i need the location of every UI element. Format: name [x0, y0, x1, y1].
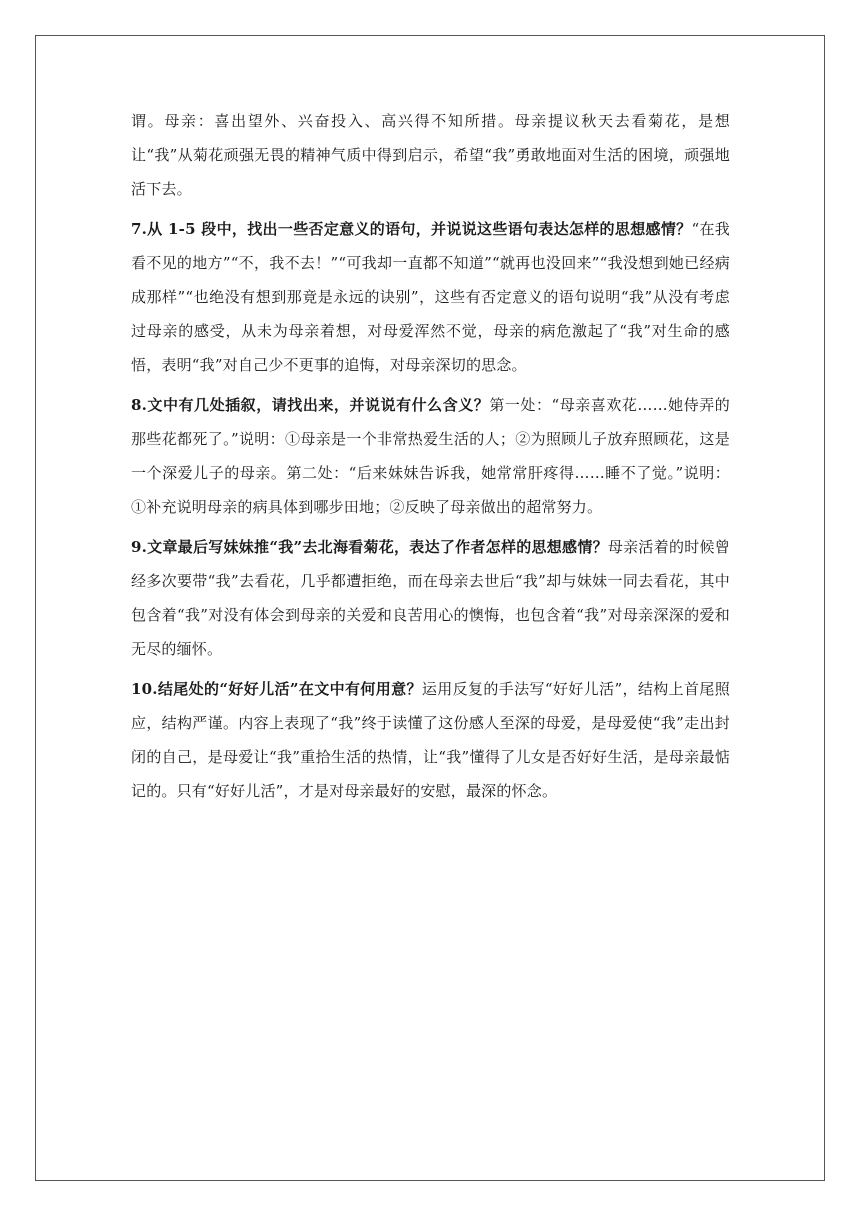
- answer-text: 第一处：“母亲喜欢花……她侍弄的那些花都死了。”说明：①母亲是一个非常热爱生活的人；②为照顾儿子放弃照顾花，这是一个深爱儿子的母亲。第二处：“后来妹妹告诉我，她常常肝疼得……睡不了觉。”说明：①补充说明母亲的病具体到哪步田地；②反映了母亲做出的超常努力。: [131, 396, 731, 516]
- answer-text: 谓。母亲：喜出望外、兴奋投入、高兴得不知所措。母亲提议秋天去看菊花，是想让“我”从菊花顽强无畏的精神气质中得到启示，希望“我”勇敢地面对生活的困境，顽强地活下去。: [131, 112, 730, 198]
- answer-text: 运用反复的手法写“好好儿活”，结构上首尾照应，结构严谨。内容上表现了“我”终于读懂了这份感人至深的母爱，是母爱使“我”走出封闭的自己，是母爱让“我”重拾生活的热情，让“我”懂得了儿女是否好好生活，是母亲最惦记的。只有“好好儿活”，才是对母亲最好的安慰，最深的怀念。: [131, 680, 730, 800]
- paragraph-question-9: [131, 530, 730, 666]
- question-text: 8.文中有几处插叙，请找出来，并说说有什么含义？: [131, 396, 490, 414]
- paragraph-question-7: [131, 212, 730, 382]
- document-body: [131, 104, 730, 814]
- paragraph-question-10: [131, 672, 730, 808]
- answer-text: 母亲活着的时候曾经多次要带“我”去看花，几乎都遭拒绝，而在母亲去世后“我”却与妹妹一同去看花，其中包含着“我”对没有体会到母亲的关爱和良苦用心的懊悔，也包含着“我”对母亲深深的爱和无尽的缅怀。: [131, 538, 730, 658]
- paragraph-intro: [131, 104, 730, 206]
- question-text: 10.结尾处的“好好儿活”在文中有何用意？: [131, 680, 422, 698]
- answer-text: “在我看不见的地方”“不，我不去！”“可我却一直都不知道”“就再也没回来”“我没想到她已经病成那样”“也绝没有想到那竟是永远的诀别”，这些有否定意义的语句说明“我”从没有考虑过母亲的感受，从未为母亲着想，对母爱浑然不觉，母亲的病危激起了“我”对生命的感悟，表明“我”对自己少不更事的追悔，对母亲深切的思念。: [131, 220, 730, 374]
- question-text: 7.从 1-5 段中，找出一些否定意义的语句，并说说这些语句表达怎样的思想感情？: [131, 220, 692, 238]
- question-text: 9.文章最后写妹妹推“我”去北海看菊花，表达了作者怎样的思想感情？: [131, 538, 608, 556]
- paragraph-question-8: [131, 388, 730, 524]
